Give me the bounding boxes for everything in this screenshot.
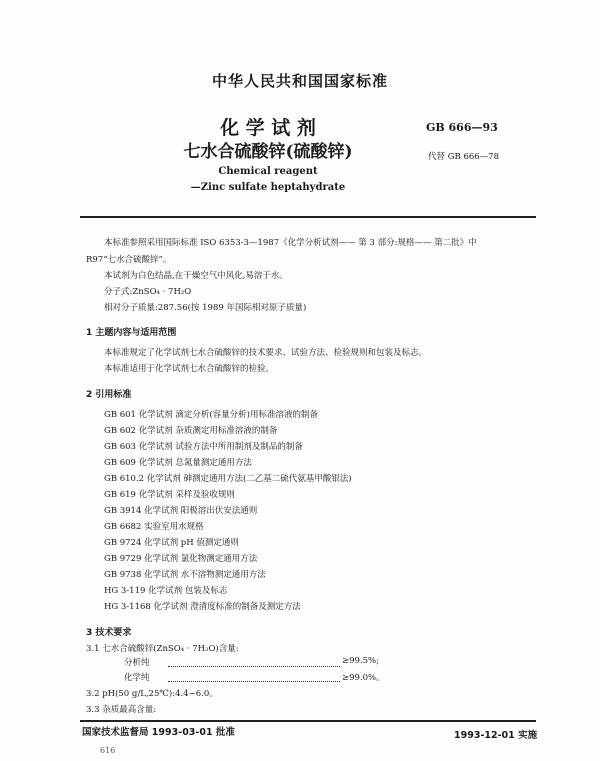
document-title-cn: 化 学 试 剂 <box>220 117 316 139</box>
leader-dots <box>168 681 340 682</box>
header-divider <box>80 216 536 218</box>
document-title-en: Chemical reagent <box>218 166 318 177</box>
national-standard-title: 中华人民共和国国家标准 <box>211 72 388 90</box>
intro-line-3: 本试剂为白色结晶,在干燥空气中风化,易溶于水。 <box>104 271 288 281</box>
section-2-heading: 2 引用标准 <box>86 390 132 400</box>
reference-item: GB 6682 实验室用水规格 <box>104 522 204 532</box>
implementation-line: 1993-12-01 实施 <box>454 730 538 741</box>
reference-item: GB 9729 化学试剂 氯化物测定通用方法 <box>104 554 258 564</box>
reference-item: GB 3914 化学试剂 阳极溶出伏安法通则 <box>104 506 258 516</box>
section-3-1: 3.1 七水合硫酸锌(ZnSO₄ · 7H₂O)含量: <box>86 644 239 654</box>
section-3-3: 3.3 杂质最高含量: <box>86 705 157 715</box>
section-3-2: 3.2 pH(50 g/L,25℃):4.4~6.0。 <box>86 689 218 699</box>
reference-item: HG 3-119 化学试剂 包装及标志 <box>104 586 228 596</box>
document-subtitle-en: —Zinc sulfate heptahydrate <box>190 182 346 193</box>
reference-item: GB 9738 化学试剂 水不溶物测定通用方法 <box>104 570 266 580</box>
molecular-formula: 分子式:ZnSO₄ · 7H₂O <box>104 287 192 297</box>
page-number: 616 <box>100 746 116 755</box>
grade-chemical-value: ≥99.0%。 <box>342 673 385 683</box>
section-3-heading: 3 技术要求 <box>86 628 132 638</box>
reference-item: GB 602 化学试剂 杂质测定用标准溶液的制备 <box>104 426 278 436</box>
reference-item: GB 9724 化学试剂 pH 值测定通则 <box>104 538 239 548</box>
grade-analytical-label: 分析纯 <box>124 658 150 668</box>
standard-number: GB 666—93 <box>426 121 498 134</box>
reference-item: GB 610.2 化学试剂 砷测定通用方法(二乙基二硫代氨基甲酸银法) <box>104 474 352 484</box>
reference-item: GB 601 化学试剂 滴定分析(容量分析)用标准溶液的制备 <box>104 410 319 420</box>
reference-item: HG 3-1168 化学试剂 澄清度标准的制备及测定方法 <box>104 602 301 612</box>
section-1-paragraph-1: 本标准规定了化学试剂七水合硫酸锌的技术要求、试验方法、检验规则和包装及标志。 <box>104 348 428 358</box>
leader-dots <box>168 666 340 667</box>
grade-analytical-value: ≥99.5%; <box>342 656 379 666</box>
intro-line-2: R97“七水合硫酸锌”。 <box>86 255 172 265</box>
approval-line: 国家技术监督局 1993-03-01 批准 <box>82 727 235 738</box>
section-1-heading: 1 主题内容与适用范围 <box>86 328 177 338</box>
document-subtitle-cn: 七水合硫酸锌(硫酸锌) <box>183 142 353 162</box>
reference-item: GB 619 化学试剂 采样及验收规则 <box>104 490 235 500</box>
section-1-paragraph-2: 本标准适用于化学试剂七水合硫酸锌的检验。 <box>104 364 275 374</box>
grade-chemical-label: 化学纯 <box>124 673 150 683</box>
reference-item: GB 609 化学试剂 总氮量测定通用方法 <box>104 458 252 468</box>
intro-line-1: 本标准参照采用国际标准 ISO 6353-3—1987《化学分析试剂—— 第 3 部分:规格—— 第二批》中 <box>104 238 477 248</box>
molecular-mass: 相对分子质量:287.56(按 1989 年国际相对原子质量) <box>104 303 307 313</box>
reference-item: GB 603 化学试剂 试验方法中所用制剂及制品的制备 <box>104 442 303 452</box>
replaces-standard: 代替 GB 666—78 <box>428 152 499 162</box>
footer-divider <box>80 720 536 722</box>
